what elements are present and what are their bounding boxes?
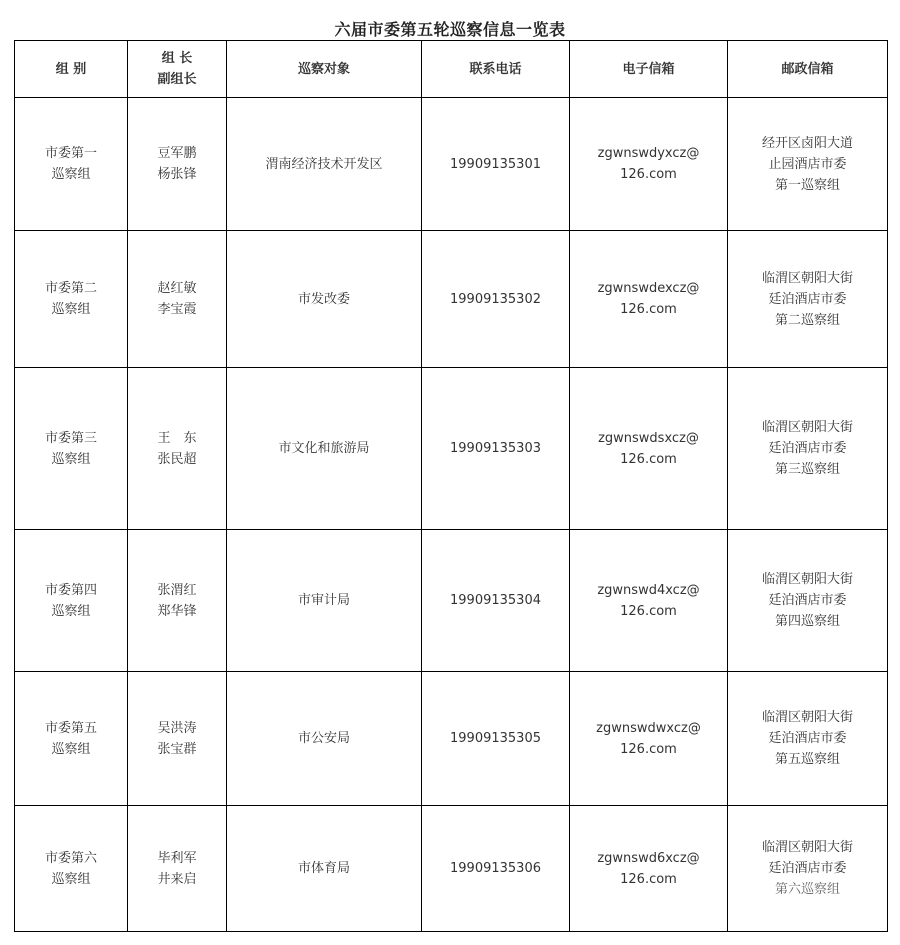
leader-cell: 吴洪涛 张宝群	[128, 672, 227, 806]
table-row	[15, 672, 888, 806]
group-cell: 市委第二 巡察组	[15, 231, 128, 368]
phone-cell: 19909135303	[422, 368, 570, 530]
table-row	[15, 806, 888, 932]
target-cell: 市审计局	[227, 530, 422, 672]
group-cell: 市委第三 巡察组	[15, 368, 128, 530]
leader-cell: 王 东 张民超	[128, 368, 227, 530]
table-row	[15, 231, 888, 368]
target-cell: 市体育局	[227, 806, 422, 932]
email-cell: zgwnswd6xcz@ 126.com	[570, 806, 728, 932]
header-phone: 联系电话	[422, 41, 570, 98]
header-target: 巡察对象	[227, 41, 422, 98]
table-row	[15, 368, 888, 530]
table-row	[15, 530, 888, 672]
phone-cell: 19909135305	[422, 672, 570, 806]
header-deputy-label: 副组长	[157, 72, 197, 87]
header-email: 电子信箱	[570, 41, 728, 98]
header-group: 组 别	[15, 41, 128, 98]
header-leader-label: 组 长	[161, 51, 193, 66]
group-cell: 市委第六 巡察组	[15, 806, 128, 932]
group-cell: 市委第一 巡察组	[15, 98, 128, 231]
postal-cell: 临渭区朝阳大街 廷泊酒店市委 第二巡察组	[728, 231, 888, 368]
inspection-info-table	[14, 40, 888, 932]
group-cell: 市委第四 巡察组	[15, 530, 128, 672]
target-cell: 市发改委	[227, 231, 422, 368]
postal-cell: 经开区卤阳大道 止园酒店市委 第一巡察组	[728, 98, 888, 231]
leader-cell: 毕利军 井来启	[128, 806, 227, 932]
email-cell: zgwnswdexcz@ 126.com	[570, 231, 728, 368]
header-leader	[128, 41, 227, 98]
postal-cell: 临渭区朝阳大街 廷泊酒店市委 第三巡察组	[728, 368, 888, 530]
target-cell: 市文化和旅游局	[227, 368, 422, 530]
leader-cell: 张渭红 郑华锋	[128, 530, 227, 672]
header-row	[15, 41, 888, 98]
target-cell: 市公安局	[227, 672, 422, 806]
target-cell: 渭南经济技术开发区	[227, 98, 422, 231]
leader-cell: 赵红敏 李宝霞	[128, 231, 227, 368]
email-cell: zgwnswdwxcz@ 126.com	[570, 672, 728, 806]
postal-cell: 临渭区朝阳大街 廷泊酒店市委 第四巡察组	[728, 530, 888, 672]
email-cell: zgwnswd4xcz@ 126.com	[570, 530, 728, 672]
postal-cell: 临渭区朝阳大街 廷泊酒店市委 第五巡察组	[728, 672, 888, 806]
phone-cell: 19909135301	[422, 98, 570, 231]
email-cell: zgwnswdyxcz@ 126.com	[570, 98, 728, 231]
header-postal: 邮政信箱	[728, 41, 888, 98]
phone-cell: 19909135302	[422, 231, 570, 368]
phone-cell: 19909135304	[422, 530, 570, 672]
group-cell: 市委第五 巡察组	[15, 672, 128, 806]
email-cell: zgwnswdsxcz@ 126.com	[570, 368, 728, 530]
postal-cell: 临渭区朝阳大街 廷泊酒店市委 第六巡察组	[728, 806, 888, 932]
leader-cell: 豆军鹏 杨张锋	[128, 98, 227, 231]
table-row	[15, 98, 888, 231]
page-title: 六届市委第五轮巡察信息一览表	[334, 20, 566, 39]
phone-cell: 19909135306	[422, 806, 570, 932]
